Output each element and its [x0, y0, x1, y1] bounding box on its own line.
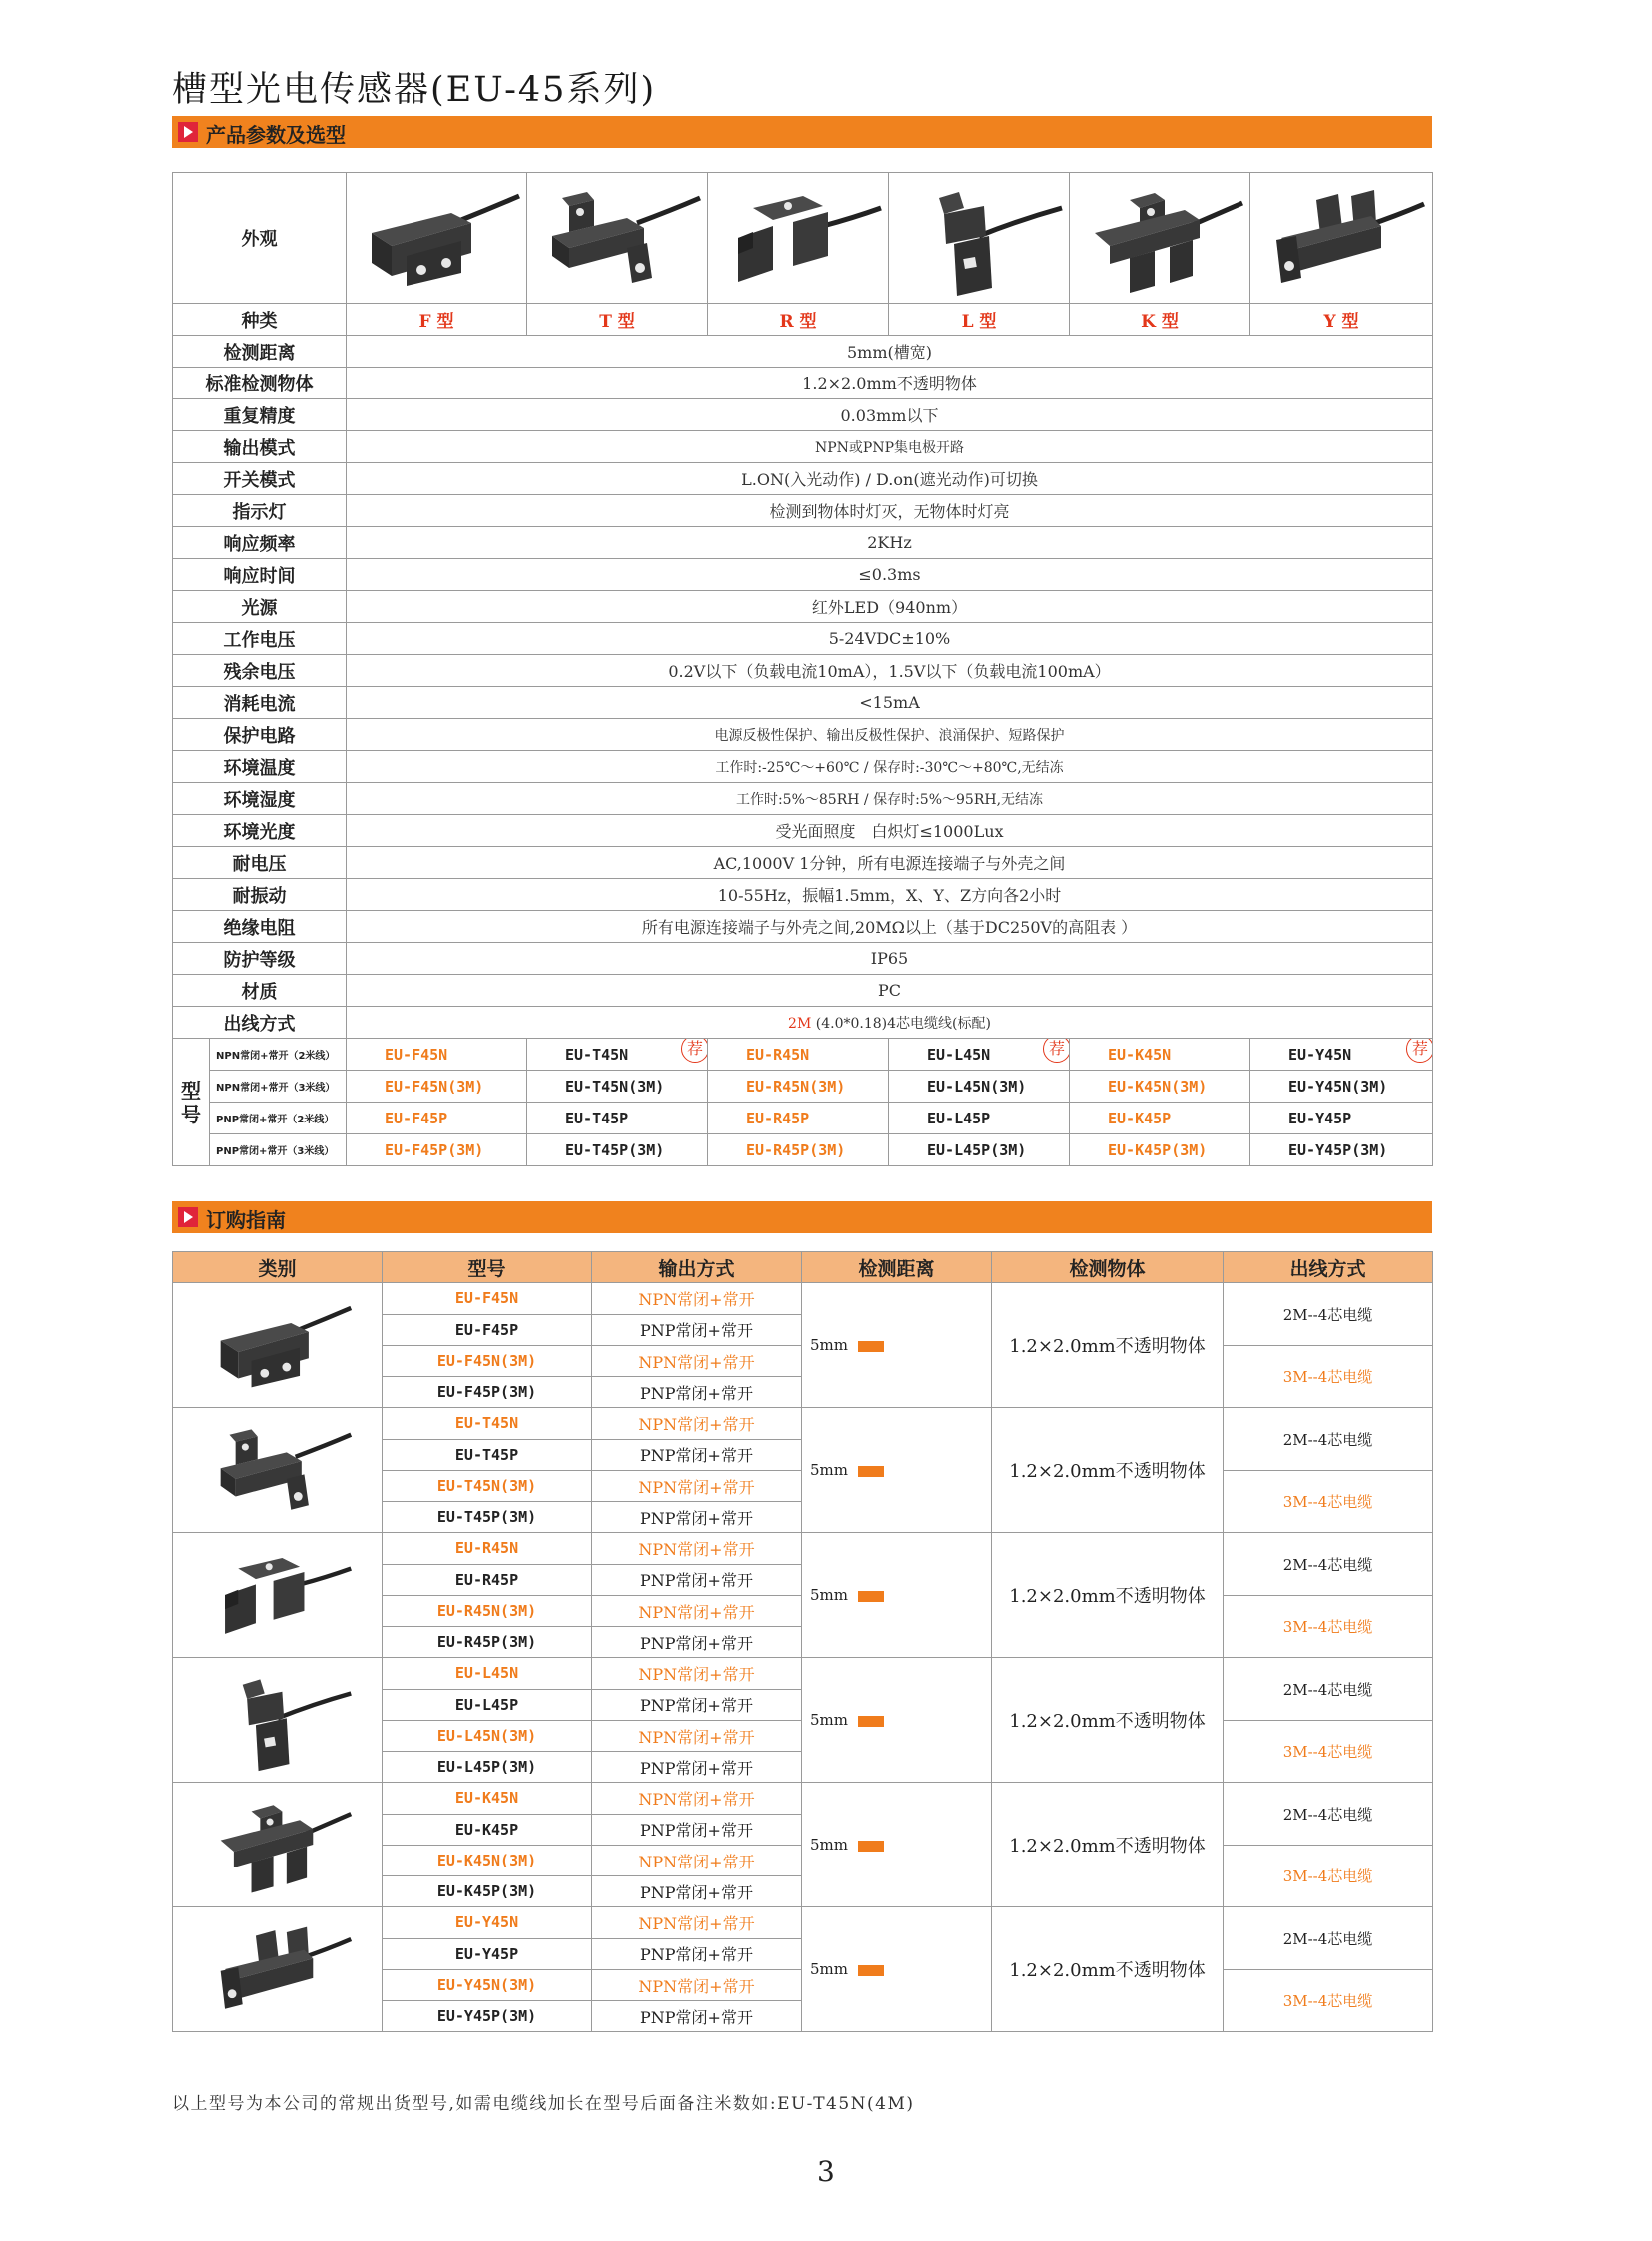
order-output: PNP常闭+常开	[592, 1938, 802, 1970]
order-distance	[802, 1283, 992, 1408]
order-output: PNP常闭+常开	[592, 1752, 802, 1783]
spec-value: <15mA	[347, 687, 1433, 719]
order-cable-2m: 2M--4芯电缆	[1224, 1658, 1433, 1721]
sensor-image-y	[1250, 173, 1433, 304]
spec-value: L.ON(入光动作) / D.on(遮光动作)可切换	[347, 463, 1433, 495]
sensor-image-f	[347, 173, 527, 304]
order-output: PNP常闭+常开	[592, 1876, 802, 1907]
order-category-image	[173, 1658, 383, 1783]
spec-label: 响应频率	[173, 527, 347, 559]
cable-desc: (4.0*0.18)4芯电缆线(标配)	[815, 1015, 991, 1032]
model-cell: EU-T45P	[527, 1103, 708, 1134]
order-model: EU-Y45N	[383, 1907, 592, 1939]
spec-label: 环境温度	[173, 751, 347, 783]
order-category-image	[173, 1783, 383, 1907]
order-output: PNP常闭+常开	[592, 1314, 802, 1346]
order-model: EU-L45N	[383, 1658, 592, 1690]
model-cell: EU-T45N(3M)	[527, 1071, 708, 1103]
spec-value: 10-55Hz，振幅1.5mm，X、Y、Z方向各2小时	[347, 879, 1433, 911]
footnote: 以上型号为本公司的常规出货型号,如需电缆线加长在型号后面备注米数如:EU-T45N(4M)	[172, 2094, 915, 2114]
order-cable-2m: 2M--4芯电缆	[1224, 1283, 1433, 1346]
spec-label: 材质	[173, 975, 347, 1007]
type-f: F 型	[347, 304, 527, 336]
order-model: EU-R45P	[383, 1564, 592, 1596]
section-bar-params	[172, 116, 1432, 148]
spec-value: PC	[347, 975, 1433, 1007]
model-cell: EU-R45N	[708, 1039, 889, 1071]
spec-label: 消耗电流	[173, 687, 347, 719]
order-object: 1.2×2.0mm不透明物体	[992, 1408, 1224, 1533]
order-output: NPN常闭+常开	[592, 1408, 802, 1440]
order-distance	[802, 1533, 992, 1658]
order-header: 类别	[173, 1252, 383, 1283]
model-sub-label: NPN常闭+常开（2米线）	[210, 1039, 347, 1071]
distance-bar	[858, 1341, 884, 1352]
model-cell: EU-L45N 荐	[889, 1039, 1070, 1071]
recommend-badge: 荐	[1043, 1039, 1070, 1064]
distance-value: 5mm	[810, 1461, 848, 1479]
order-model: EU-L45P	[383, 1689, 592, 1721]
distance-value: 5mm	[810, 1960, 848, 1978]
spec-label: 输出模式	[173, 431, 347, 463]
spec-value: AC,1000V 1分钟，所有电源连接端子与外壳之间	[347, 847, 1433, 879]
spec-label: 响应时间	[173, 559, 347, 591]
distance-value: 5mm	[810, 1336, 848, 1354]
order-model: EU-T45P(3M)	[383, 1502, 592, 1533]
order-category-image	[173, 1533, 383, 1658]
order-output: NPN常闭+常开	[592, 1533, 802, 1565]
spec-label: 残余电压	[173, 655, 347, 687]
model-cell: EU-Y45N(3M)	[1250, 1071, 1433, 1103]
spec-label: 耐振动	[173, 879, 347, 911]
model-sub-label: PNP常闭+常开（2米线）	[210, 1103, 347, 1134]
order-model: EU-Y45N(3M)	[383, 1970, 592, 2001]
order-output: NPN常闭+常开	[592, 1471, 802, 1502]
order-model: EU-F45N	[383, 1283, 592, 1315]
order-model: EU-T45N	[383, 1408, 592, 1440]
order-header: 出线方式	[1224, 1252, 1433, 1283]
order-model: EU-K45N	[383, 1783, 592, 1815]
type-t: T 型	[527, 304, 708, 336]
order-cable-2m: 2M--4芯电缆	[1224, 1408, 1433, 1471]
spec-value: IP65	[347, 943, 1433, 975]
order-object: 1.2×2.0mm不透明物体	[992, 1283, 1224, 1408]
order-output: NPN常闭+常开	[592, 1721, 802, 1752]
spec-value: 2KHz	[347, 527, 1433, 559]
order-cable-3m: 3M--4芯电缆	[1224, 1471, 1433, 1533]
order-model: EU-R45N(3M)	[383, 1596, 592, 1627]
order-output: NPN常闭+常开	[592, 1658, 802, 1690]
spec-table	[172, 172, 1433, 1166]
order-model: EU-F45P	[383, 1314, 592, 1346]
spec-value: 工作时:5%～85RH / 保存时:5%～95RH,无结冻	[347, 783, 1433, 815]
section-bar-order	[172, 1201, 1432, 1233]
order-cable-3m: 3M--4芯电缆	[1224, 1846, 1433, 1907]
order-model: EU-K45P(3M)	[383, 1876, 592, 1907]
recommend-badge: 荐	[1406, 1039, 1433, 1064]
model-cell: EU-T45N 荐	[527, 1039, 708, 1071]
order-model: EU-K45P	[383, 1814, 592, 1846]
order-table	[172, 1251, 1433, 2032]
model-cell: EU-L45N(3M)	[889, 1071, 1070, 1103]
spec-label: 开关模式	[173, 463, 347, 495]
page-number: 3	[817, 2155, 835, 2188]
distance-bar	[858, 1841, 884, 1852]
order-category-image	[173, 1907, 383, 2032]
order-output: NPN常闭+常开	[592, 1783, 802, 1815]
order-distance	[802, 1783, 992, 1907]
sensor-image-l	[889, 173, 1070, 304]
order-cable-3m: 3M--4芯电缆	[1224, 1596, 1433, 1658]
order-object: 1.2×2.0mm不透明物体	[992, 1907, 1224, 2032]
distance-value: 5mm	[810, 1836, 848, 1854]
spec-value: 工作时:-25℃～+60℃ / 保存时:-30℃～+80℃,无结冻	[347, 751, 1433, 783]
order-cable-2m: 2M--4芯电缆	[1224, 1907, 1433, 1970]
order-model: EU-F45P(3M)	[383, 1377, 592, 1408]
spec-label: 光源	[173, 591, 347, 623]
model-cell: EU-F45P	[347, 1103, 527, 1134]
order-model: EU-F45N(3M)	[383, 1346, 592, 1377]
order-category-image	[173, 1408, 383, 1533]
spec-label: 绝缘电阻	[173, 911, 347, 943]
order-header: 型号	[383, 1252, 592, 1283]
play-arrow-icon	[178, 122, 198, 142]
order-model: EU-Y45P(3M)	[383, 2001, 592, 2032]
cable-length: 2M	[788, 1015, 812, 1032]
spec-label: 保护电路	[173, 719, 347, 751]
model-cell: EU-F45N	[347, 1039, 527, 1071]
distance-bar	[858, 1716, 884, 1727]
model-cell: EU-L45P(3M)	[889, 1134, 1070, 1166]
section-title: 产品参数及选型	[206, 123, 346, 147]
spec-value: 受光面照度 白炽灯≤1000Lux	[347, 815, 1433, 847]
spec-value: 0.03mm以下	[347, 399, 1433, 431]
order-model: EU-R45N	[383, 1533, 592, 1565]
spec-value: NPN或PNP集电极开路	[347, 431, 1433, 463]
order-model: EU-K45N(3M)	[383, 1846, 592, 1876]
recommend-badge: 荐	[681, 1039, 708, 1064]
spec-label: 工作电压	[173, 623, 347, 655]
order-model: EU-Y45P	[383, 1938, 592, 1970]
spec-label: 重复精度	[173, 399, 347, 431]
spec-label: 标准检测物体	[173, 368, 347, 399]
order-cable-3m: 3M--4芯电缆	[1224, 1970, 1433, 2032]
model-cell: EU-Y45P	[1250, 1103, 1433, 1134]
order-model: EU-L45N(3M)	[383, 1721, 592, 1752]
order-output: PNP常闭+常开	[592, 1564, 802, 1596]
order-object: 1.2×2.0mm不透明物体	[992, 1533, 1224, 1658]
order-output: NPN常闭+常开	[592, 1970, 802, 2001]
spec-value: 红外LED（940nm）	[347, 591, 1433, 623]
distance-bar	[858, 1965, 884, 1976]
order-cable-2m: 2M--4芯电缆	[1224, 1533, 1433, 1596]
spec-value: 1.2×2.0mm不透明物体	[347, 368, 1433, 399]
distance-bar	[858, 1591, 884, 1602]
model-cell: EU-T45P(3M)	[527, 1134, 708, 1166]
cable-value	[347, 1007, 1433, 1039]
model-cell: EU-R45P	[708, 1103, 889, 1134]
model-sub-label: PNP常闭+常开（3米线）	[210, 1134, 347, 1166]
distance-bar	[858, 1466, 884, 1477]
order-output: NPN常闭+常开	[592, 1846, 802, 1876]
distance-value: 5mm	[810, 1586, 848, 1604]
model-cell: EU-F45P(3M)	[347, 1134, 527, 1166]
model-cell: EU-L45P	[889, 1103, 1070, 1134]
order-distance	[802, 1408, 992, 1533]
spec-value: 电源反极性保护、输出反极性保护、浪涌保护、短路保护	[347, 719, 1433, 751]
spec-value: 0.2V以下（负载电流10mA），1.5V以下（负载电流100mA）	[347, 655, 1433, 687]
model-cell: EU-F45N(3M)	[347, 1071, 527, 1103]
spec-label: 指示灯	[173, 495, 347, 527]
order-header: 检测物体	[992, 1252, 1224, 1283]
order-distance	[802, 1658, 992, 1783]
distance-value: 5mm	[810, 1711, 848, 1729]
sensor-image-t	[527, 173, 708, 304]
spec-label: 耐电压	[173, 847, 347, 879]
order-cable-3m: 3M--4芯电缆	[1224, 1721, 1433, 1783]
types-label: 种类	[173, 304, 347, 336]
spec-value: 检测到物体时灯灭，无物体时灯亮	[347, 495, 1433, 527]
type-y: Y 型	[1250, 304, 1433, 336]
order-model: EU-R45P(3M)	[383, 1627, 592, 1658]
sensor-image-k	[1070, 173, 1250, 304]
order-output: PNP常闭+常开	[592, 2001, 802, 2032]
order-model: EU-T45P	[383, 1439, 592, 1471]
order-cable-2m: 2M--4芯电缆	[1224, 1783, 1433, 1846]
model-cell: EU-R45N(3M)	[708, 1071, 889, 1103]
order-model: EU-T45N(3M)	[383, 1471, 592, 1502]
order-output: NPN常闭+常开	[592, 1346, 802, 1377]
type-r: R 型	[708, 304, 889, 336]
spec-value: ≤0.3ms	[347, 559, 1433, 591]
sensor-image-r	[708, 173, 889, 304]
spec-value: 5-24VDC±10%	[347, 623, 1433, 655]
order-category-image	[173, 1283, 383, 1408]
spec-label: 检测距离	[173, 336, 347, 368]
order-output: NPN常闭+常开	[592, 1596, 802, 1627]
order-header: 检测距离	[802, 1252, 992, 1283]
appearance-label: 外观	[173, 173, 347, 304]
model-cell: EU-K45P(3M)	[1070, 1134, 1250, 1166]
order-object: 1.2×2.0mm不透明物体	[992, 1658, 1224, 1783]
section-title: 订购指南	[206, 1208, 286, 1232]
order-output: PNP常闭+常开	[592, 1627, 802, 1658]
order-header: 输出方式	[592, 1252, 802, 1283]
order-output: PNP常闭+常开	[592, 1689, 802, 1721]
spec-label: 环境光度	[173, 815, 347, 847]
order-output: PNP常闭+常开	[592, 1814, 802, 1846]
model-cell: EU-K45N(3M)	[1070, 1071, 1250, 1103]
spec-value: 5mm(槽宽)	[347, 336, 1433, 368]
cable-label: 出线方式	[173, 1007, 347, 1039]
model-cell: EU-K45N	[1070, 1039, 1250, 1071]
spec-label: 防护等级	[173, 943, 347, 975]
order-distance	[802, 1907, 992, 2032]
order-output: PNP常闭+常开	[592, 1502, 802, 1533]
order-output: NPN常闭+常开	[592, 1907, 802, 1939]
spec-value: 所有电源连接端子与外壳之间,20MΩ以上（基于DC250V的高阻表 ）	[347, 911, 1433, 943]
order-cable-3m: 3M--4芯电缆	[1224, 1346, 1433, 1408]
order-model: EU-L45P(3M)	[383, 1752, 592, 1783]
model-cell: EU-R45P(3M)	[708, 1134, 889, 1166]
order-object: 1.2×2.0mm不透明物体	[992, 1783, 1224, 1907]
type-l: L 型	[889, 304, 1070, 336]
page-title: 槽型光电传感器(EU-45系列)	[172, 70, 657, 110]
type-k: K 型	[1070, 304, 1250, 336]
order-output: NPN常闭+常开	[592, 1283, 802, 1315]
model-sub-label: NPN常闭+常开（3米线）	[210, 1071, 347, 1103]
model-label: 型号	[173, 1039, 210, 1166]
play-arrow-icon	[178, 1207, 198, 1227]
model-cell: EU-Y45P(3M)	[1250, 1134, 1433, 1166]
spec-label: 环境湿度	[173, 783, 347, 815]
model-cell: EU-K45P	[1070, 1103, 1250, 1134]
order-output: PNP常闭+常开	[592, 1377, 802, 1408]
order-output: PNP常闭+常开	[592, 1439, 802, 1471]
model-cell: EU-Y45N 荐	[1250, 1039, 1433, 1071]
